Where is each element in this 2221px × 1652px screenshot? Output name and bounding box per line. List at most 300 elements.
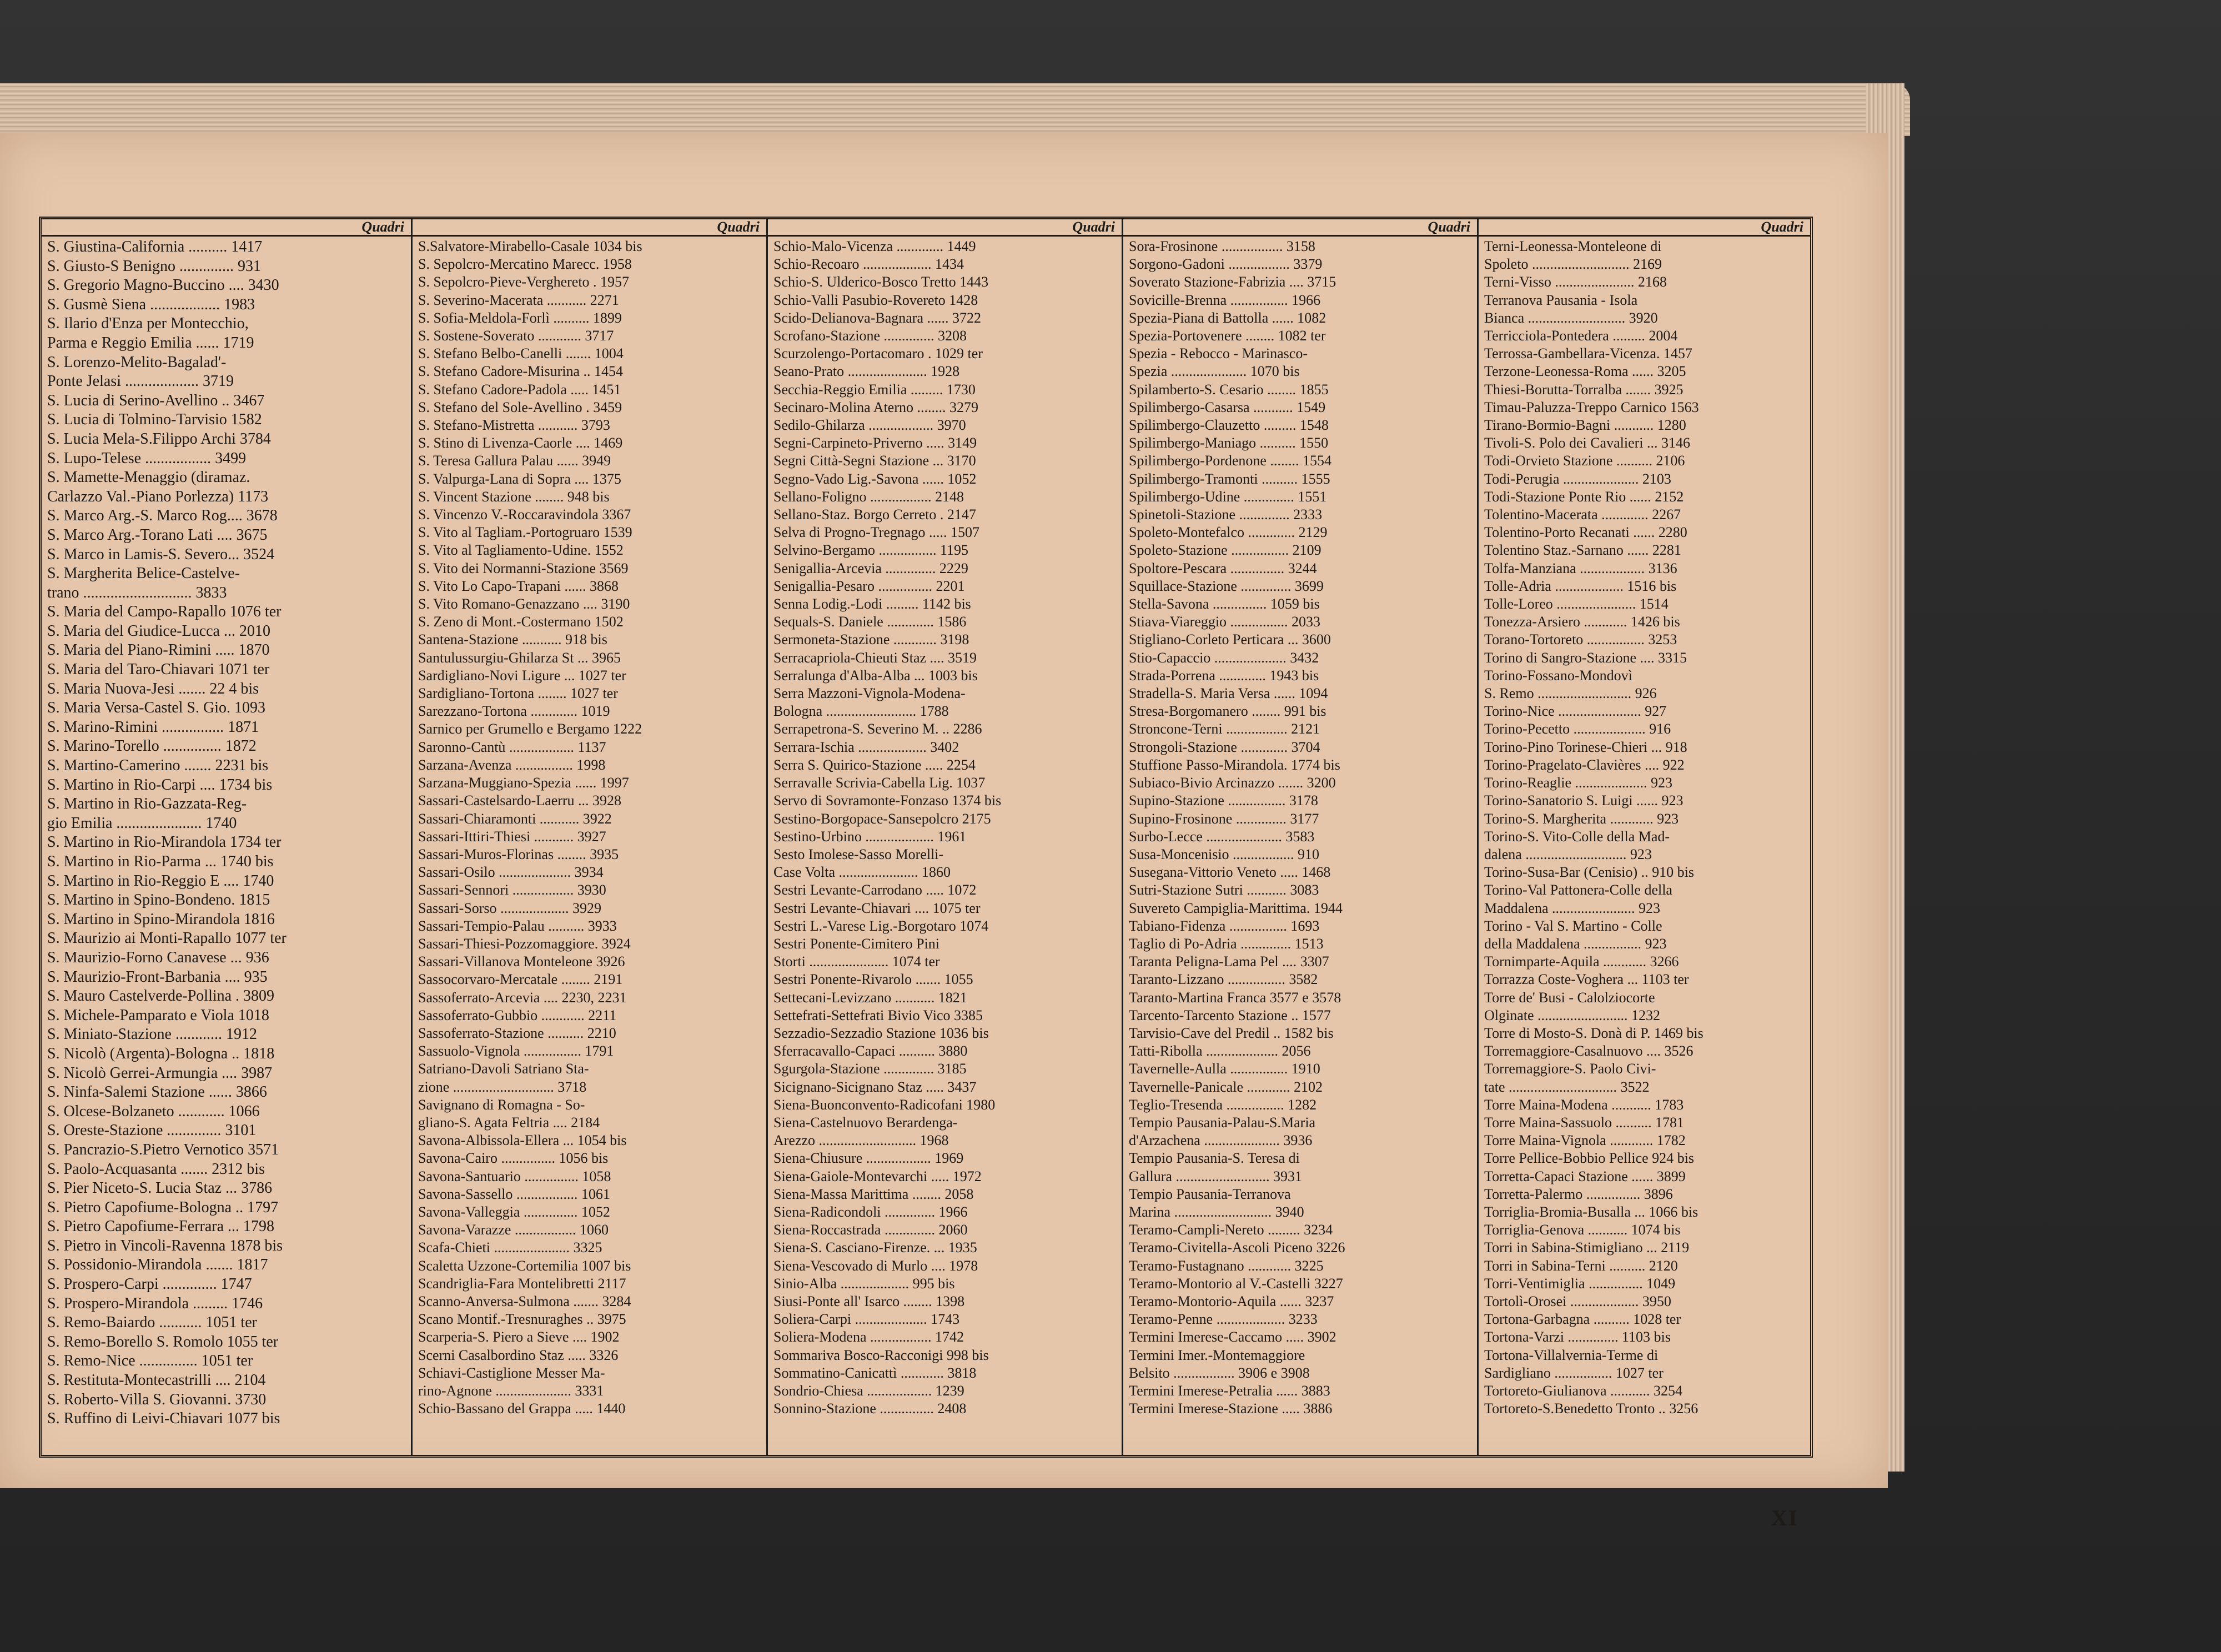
- index-entry: Schio-S. Ulderico-Bosco Tretto 1443: [773, 274, 989, 290]
- index-entry: Thiesi-Borutta-Torralba ....... 3925: [1484, 381, 1684, 398]
- index-entry: Torretta-Capaci Stazione ...... 3899: [1484, 1168, 1686, 1184]
- index-entry: Sondrio-Chiesa .................. 1239: [773, 1383, 964, 1399]
- index-entry: S. Stefano Cadore-Misurina .. 1454: [418, 363, 624, 380]
- index-entry: Santena-Stazione ........... 918 bis: [418, 631, 607, 648]
- index-entry: S. Vincenzo V.-Roccaravindola 3367: [418, 506, 631, 523]
- index-entry: Torino-Nice ....................... 927: [1484, 703, 1667, 720]
- index-entry: S. Paolo-Acquasanta ....... 2312 bis: [47, 1160, 265, 1178]
- index-entry: Segni-Carpineto-Priverno ..... 3149: [773, 435, 977, 451]
- index-entry: Terni-Visso ...................... 2168: [1484, 274, 1667, 290]
- index-entry: Schiavi-Castiglione Messer Ma-: [418, 1364, 605, 1381]
- index-entry: S. Maurizio-Front-Barbania .... 935: [47, 968, 268, 986]
- index-entry: S. Zeno di Mont.-Costermano 1502: [418, 614, 624, 630]
- index-entry: Soverato Stazione-Fabrizia .... 3715: [1129, 274, 1336, 290]
- index-entry: S. Vito al Tagliam.-Portogruaro 1539: [418, 524, 632, 541]
- index-entry: Siena-Roccastrada .............. 2060: [773, 1222, 968, 1238]
- index-entry: Savona-Valleggia ............... 1052: [418, 1203, 610, 1220]
- index-column-1: [42, 219, 411, 1455]
- index-entry: S. Miniato-Stazione ............ 1912: [47, 1026, 257, 1043]
- index-entry: Tarvisio-Cave del Predil .. 1582 bis: [1129, 1025, 1334, 1041]
- index-entry: trano ............................ 3833: [47, 584, 227, 601]
- index-entry: Spilamberto-S. Cesario ........ 1855: [1129, 381, 1329, 398]
- book-page: [0, 133, 1888, 1530]
- index-entry: Soliera-Modena ................. 1742: [773, 1329, 964, 1345]
- index-entry: Sardigliano-Novi Ligure ... 1027 ter: [418, 667, 626, 684]
- index-entry: S. Maria del Campo-Rapallo 1076 ter: [47, 603, 282, 621]
- index-entry: Spezia ..................... 1070 bis: [1129, 363, 1300, 380]
- index-entry: Spoleto ........................... 2169: [1484, 256, 1662, 273]
- index-entry: S. Margherita Belice-Castelve-: [47, 565, 240, 583]
- index-entry: Sassari-Muros-Florinas ........ 3935: [418, 846, 619, 862]
- index-entry: S. Martino in Rio-Mirandola 1734 ter: [47, 833, 282, 851]
- index-entry: Teramo-Campli-Nereto ......... 3234: [1129, 1222, 1333, 1238]
- index-entry: rino-Agnone ..................... 3331: [418, 1383, 604, 1399]
- index-entry: Strongoli-Stazione ............. 3704: [1129, 739, 1320, 755]
- index-entry: S. Ninfa-Salemi Stazione ...... 3866: [47, 1083, 267, 1101]
- index-entry: Savona-Cairo ............... 1056 bis: [418, 1150, 609, 1167]
- index-entry: Soliera-Carpi .................... 1743: [773, 1311, 960, 1328]
- index-entry: Torri in Sabina-Stimigliano ... 2119: [1484, 1239, 1690, 1256]
- index-entry: Subiaco-Bivio Arcinazzo ....... 3200: [1129, 775, 1336, 791]
- index-entry: Sestino-Borgopace-Sansepolcro 2175: [773, 810, 991, 827]
- index-entry: Spoleto-Montefalco ............. 2129: [1129, 524, 1328, 541]
- index-entry: S. Pietro Capofiume-Ferrara ... 1798: [47, 1218, 275, 1236]
- index-entry: Bianca ........................... 3920: [1484, 309, 1658, 326]
- index-entry: Sicignano-Sicignano Staz ..... 3437: [773, 1078, 977, 1095]
- index-entry: Strada-Porrena ............. 1943 bis: [1129, 667, 1319, 684]
- index-entry: dalena ............................ 923: [1484, 846, 1652, 862]
- index-entry: S. Gregorio Magno-Buccino .... 3430: [47, 277, 279, 294]
- index-entry: Tarcento-Tarcento Stazione .. 1577: [1129, 1007, 1331, 1023]
- index-entry: Schio-Valli Pasubio-Rovereto 1428: [773, 292, 978, 308]
- index-entry: Olginate ......................... 1232: [1484, 1007, 1661, 1023]
- index-entry: Schio-Malo-Vicenza ............. 1449: [773, 238, 976, 254]
- index-entry: Sassari-Sorso ................... 3929: [418, 900, 602, 916]
- index-entry: Serracapriola-Chieuti Staz .... 3519: [773, 649, 977, 666]
- index-entry: Sommariva Bosco-Racconigi 998 bis: [773, 1347, 989, 1363]
- index-entry: Bologna ......................... 1788: [773, 703, 949, 720]
- index-entry: Spilimbergo-Udine .............. 1551: [1129, 488, 1327, 505]
- index-entry: S. Pietro in Vincoli-Ravenna 1878 bis: [47, 1237, 283, 1254]
- index-entry: Todi-Orvieto Stazione .......... 2106: [1484, 453, 1685, 469]
- index-entry: Termini Imer.-Montemaggiore: [1129, 1347, 1305, 1363]
- index-entry: Torino - Val S. Martino - Colle: [1484, 917, 1662, 934]
- index-entry: S. Remo-Baiardo ........... 1051 ter: [47, 1314, 257, 1332]
- index-entry: Torino-Pino Torinese-Chieri ... 918: [1484, 739, 1687, 755]
- index-entry: Seano-Prato ...................... 1928: [773, 363, 960, 380]
- index-entry: Sassari-Villanova Monteleone 3926: [418, 953, 625, 970]
- index-entry: Spilimbergo-Pordenone ........ 1554: [1129, 453, 1331, 469]
- index-entry: Torri-Ventimiglia ............... 1049: [1484, 1275, 1676, 1292]
- index-entry: Tempio Pausania-S. Teresa di: [1129, 1150, 1300, 1167]
- index-entry: Torano-Tortoreto ................ 3253: [1484, 631, 1677, 648]
- index-entry: Carlazzo Val.-Piano Porlezza) 1173: [47, 488, 269, 505]
- index-entry: Siena-Massa Marittima ........ 2058: [773, 1186, 974, 1202]
- index-entry: Torre de' Busi - Calolziocorte: [1484, 989, 1655, 1006]
- index-entry: S. Pier Niceto-S. Lucia Staz ... 3786: [47, 1179, 273, 1197]
- index-entry: Stigliano-Corleto Perticara ... 3600: [1129, 631, 1331, 648]
- index-entry: Torino-Reaglie .................... 923: [1484, 775, 1673, 791]
- index-entry: Sora-Frosinone ................. 3158: [1129, 238, 1315, 254]
- index-entry: S. Prospero-Mirandola ......... 1746: [47, 1294, 263, 1312]
- index-entry: Servo di Sovramonte-Fonzaso 1374 bis: [773, 792, 1002, 809]
- index-entry: Tolentino-Macerata ............. 2267: [1484, 506, 1681, 523]
- index-entry: Sermoneta-Stazione ............ 3198: [773, 631, 969, 648]
- index-entry: Susa-Moncenisio ................. 910: [1129, 846, 1320, 862]
- index-entry: Siusi-Ponte all' Isarco ........ 1398: [773, 1293, 965, 1309]
- index-entry: Serrapetrona-S. Severino M. .. 2286: [773, 721, 982, 737]
- index-entry: Savona-Santuario ............... 1058: [418, 1168, 611, 1184]
- index-entry: S. Vincent Stazione ........ 948 bis: [418, 488, 610, 505]
- index-entry: Sestri Levante-Carrodano ..... 1072: [773, 882, 977, 898]
- index-entry: Siena-Buonconvento-Radicofani 1980: [773, 1096, 996, 1113]
- index-entry: S. Pancrazio-S.Pietro Vernotico 3571: [47, 1141, 279, 1158]
- index-entry: Saronno-Cantù .................. 1137: [418, 739, 606, 755]
- index-entry: Taranto-Lizzano ................ 3582: [1129, 971, 1318, 988]
- entries-list: [773, 238, 1117, 1418]
- index-entry: Sassoferrato-Stazione .......... 2210: [418, 1025, 616, 1041]
- index-entry: S. Remo .......................... 926: [1484, 685, 1657, 702]
- index-entry: S. Giusto-S Benigno .............. 931: [47, 257, 262, 275]
- index-entry: S. Maria del Piano-Rimini ..... 1870: [47, 641, 270, 659]
- index-entry: Serralunga d'Alba-Alba ... 1003 bis: [773, 667, 978, 684]
- index-entry: Squillace-Stazione .............. 3699: [1129, 578, 1324, 594]
- index-entry: Arezzo ........................... 1968: [773, 1132, 949, 1149]
- index-entry: Sassari-Tempio-Palau .......... 3933: [418, 917, 617, 934]
- index-entry: S. Lorenzo-Melito-Bagalad'-: [47, 353, 227, 371]
- index-entry: Senigallia-Pesaro ............... 2201: [773, 578, 965, 594]
- index-entry: Sassari-Osilo .................... 3934: [418, 864, 604, 881]
- index-entry: Teramo-Montorio-Aquila ...... 3237: [1129, 1293, 1334, 1309]
- index-entry: Todi-Stazione Ponte Rio ...... 2152: [1484, 488, 1684, 505]
- index-entry: S. Stino di Livenza-Caorle .... 1469: [418, 435, 623, 451]
- index-entry: Sestino-Urbino ................... 1961: [773, 828, 967, 845]
- index-entry: Torino-Fossano-Mondovì: [1484, 667, 1632, 684]
- entries-list: [418, 238, 762, 1418]
- index-entry: S. Vito al Tagliamento-Udine. 1552: [418, 542, 624, 559]
- index-entry: S. Marco Arg.-Torano Lati .... 3675: [47, 526, 268, 544]
- entries-list: [47, 238, 406, 1429]
- index-entry: Torre Maina-Vignola ............ 1782: [1484, 1132, 1686, 1149]
- page-number: XI: [1771, 1505, 1798, 1530]
- index-entry: Scurzolengo-Portacomaro . 1029 ter: [773, 345, 983, 362]
- index-entry: S. Oreste-Stazione .............. 3101: [47, 1122, 257, 1139]
- index-entry: Sassari-Castelsardo-Laerru ... 3928: [418, 792, 622, 809]
- index-entry: Savona-Sassello ................. 1061: [418, 1186, 610, 1202]
- index-entry: Stradella-S. Maria Versa ...... 1094: [1129, 685, 1328, 702]
- index-entry: S. Martino in Rio-Parma ... 1740 bis: [47, 853, 274, 870]
- index-entry: S. Sofia-Meldola-Forlì .......... 1899: [418, 309, 622, 326]
- index-entry: Sommatino-Canicattì ............ 3818: [773, 1364, 977, 1381]
- index-entry: S. Gusmè Siena .................. 1983: [47, 295, 255, 313]
- index-entry: Sassoferrato-Gubbio ............ 2211: [418, 1007, 617, 1023]
- index-entry: Sarzana-Avenza ................ 1998: [418, 756, 606, 773]
- index-entry: Tortona-Garbagna .......... 1028 ter: [1484, 1311, 1681, 1328]
- index-entry: Case Volta ...................... 1860: [773, 864, 951, 881]
- index-entry: Sardigliano-Tortona ........ 1027 ter: [418, 685, 618, 702]
- index-entry: Siena-Chiusure .................. 1969: [773, 1150, 964, 1167]
- index-entry: Senna Lodig.-Lodi ......... 1142 bis: [773, 596, 971, 612]
- index-entry: Maddalena ....................... 923: [1484, 900, 1661, 916]
- index-entry: S. Maurizio ai Monti-Rapallo 1077 ter: [47, 930, 287, 947]
- index-entry: Senigallia-Arcevia .............. 2229: [773, 560, 968, 576]
- index-column-5: [1477, 219, 1810, 1455]
- index-entry: Spezia-Piana di Battolla ...... 1082: [1129, 309, 1326, 326]
- index-entry: Siena-S. Casciano-Firenze. ... 1935: [773, 1239, 977, 1256]
- index-entry: Terzone-Leonessa-Roma ...... 3205: [1484, 363, 1686, 380]
- index-entry: Torre Maina-Sassuolo .......... 1781: [1484, 1114, 1684, 1131]
- index-entry: Taglio di Po-Adria .............. 1513: [1129, 935, 1324, 952]
- index-entry: Torremaggiore-Casalnuovo .... 3526: [1484, 1043, 1694, 1060]
- index-entry: Sestri Levante-Chiavari .... 1075 ter: [773, 900, 981, 916]
- index-entry: Tornimparte-Aquila ............ 3266: [1484, 953, 1679, 970]
- index-entry: Siena-Radicondoli .............. 1966: [773, 1203, 968, 1220]
- index-entry: Termini Imerese-Petralia ...... 3883: [1129, 1383, 1330, 1399]
- index-entry: Tortoreto-S.Benedetto Tronto .. 3256: [1484, 1400, 1699, 1417]
- index-entry: Torretta-Palermo ............... 3896: [1484, 1186, 1673, 1202]
- index-entry: Tavernelle-Aulla ................ 1910: [1129, 1061, 1320, 1077]
- index-entry: Scarperia-S. Piero a Sieve .... 1902: [418, 1329, 620, 1345]
- index-entry: Sovicille-Brenna ................ 1966: [1129, 292, 1321, 308]
- index-entry: S. Martino in Rio-Gazzata-Reg-: [47, 795, 247, 813]
- index-entry: Savignano di Romagna - So-: [418, 1096, 585, 1113]
- index-entry: Sferracavallo-Capaci .......... 3880: [773, 1043, 968, 1060]
- index-entry: S. Sepolcro-Pieve-Verghereto . 1957: [418, 274, 630, 290]
- index-entry: S. Martino-Camerino ....... 2231 bis: [47, 757, 269, 775]
- index-entry: Torre Pellice-Bobbio Pellice 924 bis: [1484, 1150, 1694, 1167]
- index-entry: S. Maria Versa-Castel S. Gio. 1093: [47, 699, 265, 717]
- index-entry: S. Nicolò (Argenta)-Bologna .. 1818: [47, 1045, 275, 1062]
- index-entry: Torriglia-Bromia-Busalla ... 1066 bis: [1484, 1203, 1699, 1220]
- index-entry: Selvino-Bergamo ................ 1195: [773, 542, 968, 559]
- index-entry: S. Remo-Nice ............... 1051 ter: [47, 1352, 253, 1370]
- index-entry: S. Ilario d'Enza per Montecchio,: [47, 315, 249, 333]
- index-entry: Sassari-Ittiri-Thiesi ........... 3927: [418, 828, 606, 845]
- index-entry: Santulussurgiu-Ghilarza St ... 3965: [418, 649, 621, 666]
- index-entry: Sassocorvaro-Mercatale ........ 2191: [418, 971, 623, 988]
- index-entry: S. Lucia di Serino-Avellino .. 3467: [47, 391, 265, 409]
- index-entry: S. Lucia Mela-S.Filippo Archi 3784: [47, 430, 271, 448]
- index-entry: S. Marco in Lamis-S. Severo... 3524: [47, 545, 275, 563]
- index-entry: Torremaggiore-S. Paolo Civi-: [1484, 1061, 1656, 1077]
- index-table: [39, 217, 1813, 1458]
- index-entry: S. Lucia di Tolmino-Tarvisio 1582: [47, 411, 262, 429]
- index-entry: S. Maria Nuova-Jesi ....... 22 4 bis: [47, 680, 259, 697]
- index-entry: Schio-Recoaro ................... 1434: [773, 256, 964, 273]
- index-entry: Spilimbergo-Clauzetto ......... 1548: [1129, 417, 1329, 434]
- index-entry: Torriglia-Genova ........... 1074 bis: [1484, 1222, 1681, 1238]
- index-entry: Serra S. Quirico-Stazione ..... 2254: [773, 756, 976, 773]
- index-entry: S. Vito Lo Capo-Trapani ...... 3868: [418, 578, 619, 594]
- column-header: Quadri: [42, 219, 411, 237]
- index-entry: S. Possidonio-Mirandola ....... 1817: [47, 1256, 268, 1274]
- index-entry: d'Arzachena ..................... 3936: [1129, 1132, 1313, 1149]
- index-entry: S. Stefano-Mistretta ........... 3793: [418, 417, 610, 434]
- index-entry: Terrossa-Gambellara-Vicenza. 1457: [1484, 345, 1692, 362]
- index-entry: Sutri-Stazione Sutri ........... 3083: [1129, 882, 1319, 898]
- index-entry: S. Roberto-Villa S. Giovanni. 3730: [47, 1390, 267, 1408]
- index-entry: Settecani-Levizzano ........... 1821: [773, 989, 967, 1006]
- index-entry: S. Sepolcro-Mercatino Marecc. 1958: [418, 256, 632, 273]
- index-entry: Scanno-Anversa-Sulmona ....... 3284: [418, 1293, 631, 1309]
- index-entry: Sezzadio-Sezzadio Stazione 1036 bis: [773, 1025, 989, 1041]
- index-entry: Taranta Peligna-Lama Pel .... 3307: [1129, 953, 1329, 970]
- index-entry: Marina ........................... 3940: [1129, 1203, 1304, 1220]
- index-entry: Scano Montif.-Tresnuraghes .. 3975: [418, 1311, 626, 1328]
- index-entry: Torino-Val Pattonera-Colle della: [1484, 882, 1672, 898]
- index-entry: S. Marino-Rimini ................ 1871: [47, 718, 259, 736]
- index-entry: Tolle-Adria ................... 1516 bis: [1484, 578, 1677, 594]
- index-entry: S. Michele-Pamparato e Viola 1018: [47, 1006, 269, 1024]
- index-entry: S. Mamette-Menaggio (diramaz.: [47, 469, 250, 486]
- index-entry: Sinio-Alba ................... 995 bis: [773, 1275, 955, 1292]
- index-entry: S. Olcese-Bolzaneto ............ 1066: [47, 1102, 260, 1120]
- index-entry: Termini Imerese-Stazione ..... 3886: [1129, 1400, 1333, 1417]
- index-entry: Spoleto-Stazione ................ 2109: [1129, 542, 1321, 559]
- index-entry: S. Maria del Taro-Chiavari 1071 ter: [47, 661, 270, 679]
- entries-list: [1129, 238, 1473, 1418]
- index-entry: Torre di Mosto-S. Donà di P. 1469 bis: [1484, 1025, 1704, 1041]
- index-entry: Tortolì-Orosei ................... 3950: [1484, 1293, 1671, 1309]
- index-entry: Tirano-Bormio-Bagni ........... 1280: [1484, 417, 1686, 434]
- index-entry: Terranova Pausania - Isola: [1484, 292, 1638, 308]
- index-entry: Sarzana-Muggiano-Spezia ...... 1997: [418, 775, 629, 791]
- index-entry: Sassoferrato-Arcevia .... 2230, 2231: [418, 989, 627, 1006]
- index-entry: Teramo-Civitella-Ascoli Piceno 3226: [1129, 1239, 1345, 1256]
- index-entry: Teramo-Fustagnano ............ 3225: [1129, 1257, 1324, 1274]
- index-entry: S. Martino in Rio-Carpi .... 1734 bis: [47, 776, 273, 794]
- index-entry: Sardigliano ................ 1027 ter: [1484, 1364, 1664, 1381]
- index-entry: Schio-Bassano del Grappa ..... 1440: [418, 1400, 626, 1417]
- column-header: Quadri: [768, 219, 1122, 237]
- index-entry: Siena-Vescovado di Murlo .... 1978: [773, 1257, 978, 1274]
- index-entry: Sestri L.-Varese Lig.-Borgotaro 1074: [773, 917, 989, 934]
- index-entry: S. Giustina-California .......... 1417: [47, 238, 263, 255]
- index-entry: Sestri Ponente-Cimitero Pini: [773, 935, 939, 952]
- index-entry: S. Lupo-Telese ................. 3499: [47, 449, 247, 467]
- index-entry: Stella-Savona ............... 1059 bis: [1129, 596, 1320, 612]
- index-entry: tate .............................. 3522: [1484, 1078, 1650, 1095]
- index-entry: S. Nicolò Gerrei-Armungia .... 3987: [47, 1064, 273, 1082]
- index-entry: S. Marco Arg.-S. Marco Rog.... 3678: [47, 507, 278, 525]
- index-entry: Supino-Frosinone .............. 3177: [1129, 810, 1319, 827]
- index-entry: S. Teresa Gallura Palau ...... 3949: [418, 453, 611, 469]
- index-entry: Torrazza Coste-Voghera ... 1103 ter: [1484, 971, 1689, 988]
- index-entry: Tempio Pausania-Terranova: [1129, 1186, 1291, 1202]
- index-entry: zione ............................ 3718: [418, 1078, 587, 1095]
- index-entry: Ponte Jelasi ................... 3719: [47, 373, 234, 390]
- index-entry: Sellano-Foligno ................. 2148: [773, 488, 964, 505]
- index-entry: Sellano-Staz. Borgo Cerreto . 2147: [773, 506, 976, 523]
- index-entry: Stroncone-Terni ................. 2121: [1129, 721, 1320, 737]
- index-entry: Gallura .......................... 3931: [1129, 1168, 1302, 1184]
- index-entry: Spilimbergo-Casarsa ........... 1549: [1129, 399, 1326, 415]
- index-entry: Segni Città-Segni Stazione ... 3170: [773, 453, 976, 469]
- column-header: Quadri: [1479, 219, 1810, 237]
- index-entry: Segno-Vado Lig.-Savona ...... 1052: [773, 470, 977, 487]
- index-entry: Spilimbergo-Maniago .......... 1550: [1129, 435, 1329, 451]
- index-entry: Scaletta Uzzone-Cortemilia 1007 bis: [418, 1257, 631, 1274]
- index-entry: Belsito ................. 3906 e 3908: [1129, 1364, 1310, 1381]
- index-entry: Torino-Pecetto .................... 916: [1484, 721, 1671, 737]
- index-entry: Storti ...................... 1074 ter: [773, 953, 940, 970]
- index-entry: Teglio-Tresenda ................ 1282: [1129, 1096, 1317, 1113]
- index-entry: S. Ruffino di Leivi-Chiavari 1077 bis: [47, 1410, 280, 1428]
- index-entry: Tonezza-Arsiero ............ 1426 bis: [1484, 614, 1680, 630]
- index-entry: S. Pietro Capofiume-Bologna .. 1797: [47, 1198, 279, 1216]
- index-entry: Tempio Pausania-Palau-S.Maria: [1129, 1114, 1316, 1131]
- index-entry: Torino di Sangro-Stazione .... 3315: [1484, 649, 1687, 666]
- index-entry: gio Emilia ...................... 1740: [47, 814, 237, 832]
- index-entry: Termini Imerese-Caccamo ..... 3902: [1129, 1329, 1336, 1345]
- index-entry: S. Marino-Torello ............... 1872: [47, 737, 257, 755]
- index-entry: S. Vito Romano-Genazzano .... 3190: [418, 596, 630, 612]
- index-entry: Tabiano-Fidenza ................ 1693: [1129, 917, 1320, 934]
- book-page-edges-top: [0, 83, 1910, 136]
- index-entry: Secinaro-Molina Aterno ........ 3279: [773, 399, 978, 415]
- column-header: Quadri: [1123, 219, 1477, 237]
- index-entry: Sassuolo-Vignola ................ 1791: [418, 1043, 614, 1060]
- index-entry: S. Stefano del Sole-Avellino . 3459: [418, 399, 622, 415]
- index-column-2: [411, 219, 766, 1455]
- index-entry: Tortona-Varzi .............. 1103 bis: [1484, 1329, 1671, 1345]
- index-entry: Sorgono-Gadoni ................. 3379: [1129, 256, 1323, 273]
- index-entry: S. Severino-Macerata ........... 2271: [418, 292, 619, 308]
- index-entry: S. Restituta-Montecastrilli .... 2104: [47, 1372, 266, 1389]
- entries-list: [1484, 238, 1806, 1418]
- index-entry: Serra Mazzoni-Vignola-Modena-: [773, 685, 966, 702]
- index-entry: Scandriglia-Fara Montelibretti 2117: [418, 1275, 626, 1292]
- index-entry: Scafa-Chieti ..................... 3325: [418, 1239, 602, 1256]
- index-entry: Sonnino-Stazione ............... 2408: [773, 1400, 967, 1417]
- index-entry: della Maddalena ................ 923: [1484, 935, 1667, 952]
- index-entry: Tivoli-S. Polo dei Cavalieri ... 3146: [1484, 435, 1690, 451]
- index-entry: Sassari-Chiaramonti ........... 3922: [418, 810, 612, 827]
- index-entry: Satriano-Davoli Satriano Sta-: [418, 1061, 589, 1077]
- index-entry: Tolfa-Manziana .................. 3136: [1484, 560, 1677, 576]
- index-entry: S. Martino in Rio-Reggio E .... 1740: [47, 872, 274, 890]
- index-entry: Secchia-Reggio Emilia ......... 1730: [773, 381, 976, 398]
- index-entry: S. Martino in Spino-Bondeno. 1815: [47, 891, 270, 909]
- index-column-4: [1122, 219, 1477, 1455]
- index-entry: Tortona-Villalvernia-Terme di: [1484, 1347, 1659, 1363]
- index-entry: Settefrati-Settefrati Bivio Vico 3385: [773, 1007, 983, 1023]
- index-entry: S. Stefano Cadore-Padola ..... 1451: [418, 381, 621, 398]
- index-entry: Torre Maina-Modena ........... 1783: [1484, 1096, 1684, 1113]
- index-entry: Sarnico per Grumello e Bergamo 1222: [418, 721, 642, 737]
- index-entry: Torino-Susa-Bar (Cenisio) .. 910 bis: [1484, 864, 1695, 881]
- index-entry: Sassari-Sennori ................. 3930: [418, 882, 606, 898]
- index-entry: Sgurgola-Stazione .............. 3185: [773, 1061, 967, 1077]
- index-entry: Tolle-Loreo ...................... 1514: [1484, 596, 1669, 612]
- index-entry: Terni-Leonessa-Monteleone di: [1484, 238, 1662, 254]
- index-entry: Sestri Ponente-Rivarolo ....... 1055: [773, 971, 973, 988]
- index-entry: S. Mauro Castelverde-Pollina . 3809: [47, 987, 275, 1005]
- index-entry: Torino-S. Vito-Colle della Mad-: [1484, 828, 1670, 845]
- index-entry: S. Stefano Belbo-Canelli ....... 1004: [418, 345, 624, 362]
- index-column-3: [766, 219, 1122, 1455]
- index-entry: Taranto-Martina Franca 3577 e 3578: [1129, 989, 1341, 1006]
- index-entry: Spilimbergo-Tramonti .......... 1555: [1129, 470, 1330, 487]
- index-entry: Teramo-Penne ................... 3233: [1129, 1311, 1318, 1328]
- index-entry: Serrara-Ischia ................... 3402: [773, 739, 959, 755]
- column-header: Quadri: [413, 219, 766, 237]
- index-entry: S. Martino in Spino-Mirandola 1816: [47, 910, 275, 928]
- index-entry: Spezia-Portovenere ........ 1082 ter: [1129, 328, 1326, 344]
- index-entry: Scido-Delianova-Bagnara ...... 3722: [773, 309, 982, 326]
- index-entry: Savona-Varazze ................. 1060: [418, 1222, 609, 1238]
- index-entry: Torino-Sanatorio S. Luigi ...... 923: [1484, 792, 1684, 809]
